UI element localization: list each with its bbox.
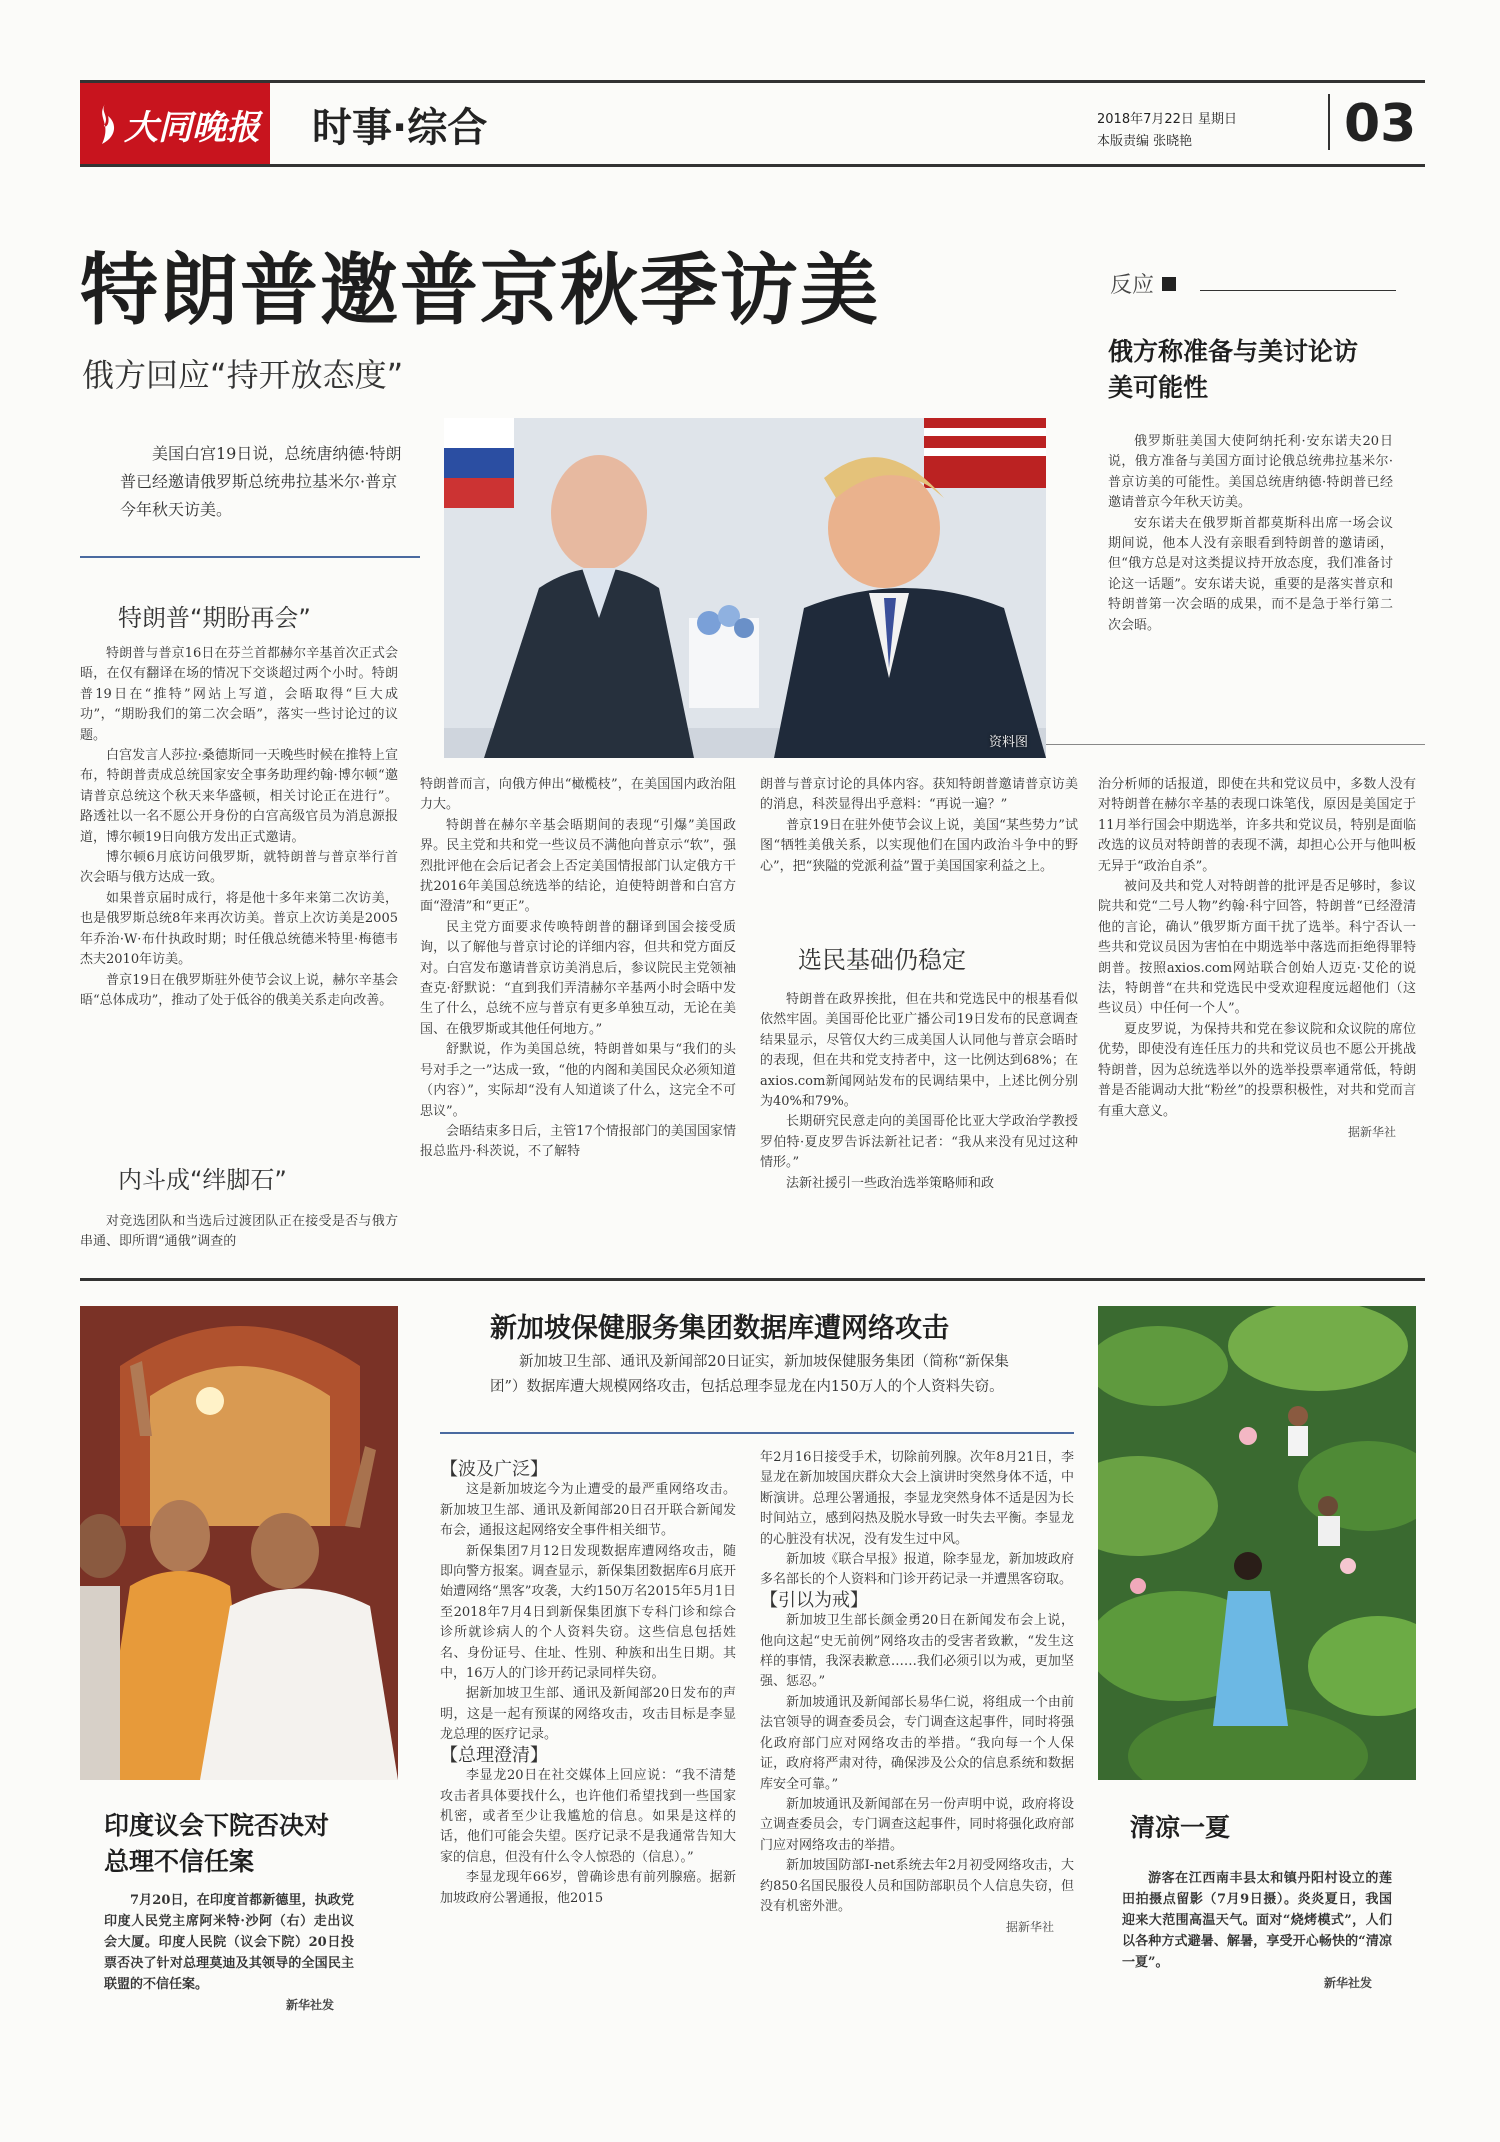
sidebar-rule [1200,290,1396,291]
india-body [104,1890,354,2016]
lead-col3-para: 朗普与普京讨论的具体内容。获知特朗普邀请普京访美的消息，科茨显得出乎意料：“再说一遍？” [760,777,1078,813]
lead-col4-para: 被问及共和党人对特朗普的批评是否足够时，参议院共和党“二号人物”约翰·科宁回答，特朗普“已经澄清他的言论，确认”俄罗斯方面干扰了选举。科宁否认一些共和党议员因为害怕在中期选举中落选而拒绝得罪特朗普。按照axios.com网站联合创始人迈克·艾伦的说法，特朗普“在共和党选民中受欢迎程度远超他们（这些议员）中任何一个人”。 [1098,879,1416,1017]
section-name: 时事·综合 [312,105,488,151]
lead-col3-tail-para: 法新社援引一些政治选举策略师和政 [786,1175,995,1191]
india-photo [80,1306,398,1780]
lead-col-3-tail [760,990,1078,1194]
lead-col4-para: 治分析师的话报道，即使在共和党议员中，多数人没有对特朗普在赫尔辛基的表现口诛笔伐，原因是美国定于11月举行国会中期选举，许多共和党议员，特别是面临改选的议员对特朗普的表现不满，却担心公开与他叫板无异于“政治自杀”。 [1098,777,1416,874]
section-title-pm-clarifies: 【总理澄清】 [440,1744,548,1766]
lead-col1-para: 普京19日在俄罗斯驻外使节会议上说，赫尔辛基会晤“总体成功”，推动了处于低谷的俄美关系走向改善。 [80,972,398,1008]
masthead-divider [1328,94,1330,150]
section-title-voter-base: 选民基础仍稳定 [798,946,966,974]
lead-credit: 据新华社 [1347,1124,1396,1139]
singapore-col2-tail-para: 新加坡通讯及新闻部长易华仁说，将组成一个由前法官领导的调查委员会，专门调查这起事件，同时将强化政府部门应对网络攻击的举措。“我向每一个人保证，政府将严肃对待，确保涉及公众的信息系统和数据库安全可靠。” [760,1694,1074,1792]
sidebar-body [1108,432,1393,636]
lead-col-3 [760,775,1078,877]
square-icon [1162,277,1176,291]
singapore-col2-para: 年2月16日接受手术，切除前列腺。次年8月21日，李显龙在新加坡国庆群众大会上演讲时突然身体不适，中断演讲。总理公署通报，李显龙突然身体不适是因为长时间站立，感到闷热及脱水导致一时失去平衡。李显龙的心脏没有状况，没有发生过中风。 [760,1450,1074,1547]
lead-subhead: 俄方回应“持开放态度” [82,356,404,394]
page-editor: 本版责编 张晓艳 [1097,134,1193,149]
sidebar-bottom-rule [1046,744,1425,745]
lead-col-1-tail [80,1212,398,1253]
summer-caption: 游客在江西南丰县太和镇丹阳村设立的莲田拍摄点留影（7月9日摄）。炎炎夏日，我国迎来大范围高温天气。面对“烧烤模式”，人们以各种方式避暑、解暑，享受开心畅快的“清凉一夏”。 [1122,1871,1392,1970]
section-title-lessons: 【引以为戒】 [760,1589,868,1611]
page-number: 03 [1344,94,1417,154]
singapore-intro: 新加坡卫生部、通讯及新闻部20日证实，新加坡保健服务集团（简称“新保集团”）数据库遭大规模网络攻击，包括总理李显龙在内150万人的个人资料失窃。 [490,1354,1009,1395]
singapore-col-1 [440,1460,736,1909]
singapore-headline: 新加坡保健服务集团数据库遭网络攻击 [490,1313,949,1344]
singapore-col1-para: 据新加坡卫生部、通讯及新闻部20日发布的声明，这是一起有预谋的网络攻击，攻击目标是李显龙总理的医疗记录。 [440,1686,736,1743]
singapore-col1-tail-para: 李显龙现年66岁，曾确诊患有前列腺癌。据新加坡政府公署通报，他2015 [440,1870,736,1906]
lead-col1-tail-para: 对竞选团队和当选后过渡团队正在接受是否与俄方串通、即所谓“通俄”调查的 [80,1214,398,1250]
summer-credit: 新华社发 [1323,1976,1372,1990]
lead-col1-para: 如果普京届时成行，将是他十多年来第二次访美，也是俄罗斯总统8年来再次访美。普京上次访美是2005年乔治·W·布什执政时期；时任俄总统德米特里·梅德韦杰夫2010年访美。 [80,890,398,968]
lead-photo [444,418,1046,758]
lead-col1-para: 白宫发言人莎拉·桑德斯同一天晚些时候在推特上宣布，特朗普责成总统国家安全事务助理约翰·博尔顿“邀请普京总统这个秋天来华盛顿，相关讨论正在进行”。路透社以一名不愿公开身份的白宫高级官员为消息源报道，博尔顿19日向俄方发出正式邀请。 [80,748,398,845]
flame-icon [90,102,120,146]
issue-date: 2018年7月22日 星期日 [1097,112,1238,127]
lead-col2-para: 舒默说，作为美国总统，特朗普如果与“我们的头号对手之一”达成一致，“他的内阁和美国民众必须知道（内容）”，实际却“没有人知道谈了什么，这完全不可思议”。 [420,1042,736,1119]
lead-col1-para: 博尔顿6月底访问俄罗斯，就特朗普与普京举行首次会晤与俄方达成一致。 [80,850,398,886]
masthead [80,80,1425,168]
logo-text: 大同晚报 [124,107,260,148]
summer-photo [1098,1306,1416,1780]
logo [80,83,270,165]
sidebar-label-text: 反应 [1110,273,1155,298]
lead-col1-para: 特朗普与普京16日在芬兰首都赫尔辛基首次正式会晤，在仅有翻译在场的情况下交谈超过两个小时。特朗普19日在“推特”网站上写道，会晤取得“巨大成功”，“期盼我们的第二次会晤”，落实一些讨论过的议题。 [80,646,398,743]
india-headline: 印度议会下院否决对总理不信任案 [104,1811,330,1876]
lead-col-1 [80,644,398,1011]
sidebar-title: 俄方称准备与美讨论访美可能性 [1108,337,1359,402]
lead-col2-para: 特朗普而言，向俄方伸出“橄榄枝”，在美国国内政治阻力大。 [420,777,736,813]
lead-col4-para: 夏皮罗说，为保持共和党在参议院和众议院的席位优势，即使没有连任压力的共和党议员也不愿公开挑战特朗普，因为总统选举以外的选举投票率通常低，特朗普是否能调动大批“粉丝”的投票积极性，对共和党而言有重大意义。 [1098,1021,1416,1119]
lead-col-2 [420,775,736,1163]
sidebar-para: 安东诺夫在俄罗斯首都莫斯科出席一场会议期间说，他本人没有亲眼看到特朗普的邀请函，但“俄方总是对这类提议持开放态度，我们准备讨论这一话题”。安东诺夫说，重要的是落实普京和特朗普第一次会晤的成果，而不是急于举行第二次会晤。 [1108,515,1393,633]
lead-photo-credit: 资料图 [988,735,1028,750]
section-title-infighting: 内斗成“绊脚石” [118,1166,287,1194]
india-caption: 7月20日，在印度首都新德里，执政党印度人民党主席阿米特·沙阿（右）走出议会大厦。印度人民院（议会下院）20日投票否决了针对总理莫迪及其领导的全国民主联盟的不信任案。 [104,1893,354,1992]
masthead-bottom-rule [80,164,1425,167]
summer-headline: 清凉一夏 [1130,1813,1231,1842]
lead-col-4 [1098,775,1416,1142]
section-title-wide-impact: 【波及广泛】 [440,1459,548,1480]
singapore-col1-para: 这是新加坡迄今为止遭受的最严重网络攻击。新加坡卫生部、通讯及新闻部20日召开联合新闻发布会，通报这起网络安全事件相关细节。 [440,1482,736,1539]
singapore-col1-para: 新保集团7月12日发现数据库遭网络攻击，随即向警方报案。调查显示，新保集团数据库6月底开始遭网络“黑客”攻袭，大约150万名2015年5月1日至2018年7月4日到新保集团旗下专科门诊和综合诊所就诊病人的个人资料失窃。这些信息包括姓名、身份证号、住址、性别、种族和出生日期。其中，16万人的门诊开药记录同样失窃。 [440,1543,736,1682]
intro-rule [80,556,420,558]
lead-headline: 特朗普邀普京秋季访美 [80,245,881,336]
lead-col3-tail-para: 长期研究民意走向的美国哥伦比亚大学政治学教授罗伯特·夏皮罗告诉法新社记者：“我从来没有见过这种情形。” [760,1114,1078,1171]
singapore-col2-tail-para: 新加坡卫生部长颜金勇20日在新闻发布会上说，他向这起“史无前例”网络攻击的受害者致歉，“发生这样的事情，我深表歉意……我们必须引以为戒，更加坚强、惩忍。” [760,1613,1074,1690]
masthead-top-rule [80,80,1425,83]
sidebar-label [1110,268,1176,299]
section-title-meet-again: 特朗普“期盼再会” [118,604,311,632]
singapore-col-2 [760,1448,1074,1938]
lead-col3-tail-para: 特朗普在政界挨批，但在共和党选民中的根基看似依然牢固。美国哥伦比亚广播公司19日发布的民意调查结果显示，尽管仅大约三成美国人认同他与普京会晤时的表现，但在共和党支持者中，这一比例达到68%；在axios.com新闻网站发布的民调结果中，上述比例分别为40%和79%。 [760,992,1078,1110]
sidebar-para: 俄罗斯驻美国大使阿纳托利·安东诺夫20日说，俄方准备与美国方面讨论俄总统弗拉基米尔·普京访美的可能性。美国总统唐纳德·特朗普已经邀请普京今年秋天访美。 [1108,434,1393,511]
singapore-col2-tail-para: 新加坡国防部I-net系统去年2月初受网络攻击，大约850名国民服役人员和国防部职员个人信息失窃，但没有机密外泄。 [760,1858,1074,1914]
lead-col2-para: 会晤结束多日后，主管17个情报部门的美国国家情报总监丹·科茨说，不了解特 [420,1123,736,1160]
bottom-section-rule [80,1278,1425,1281]
singapore-col2-para: 新加坡《联合早报》报道，除李显龙，新加坡政府多名部长的个人资料和门诊开药记录一并遭黑客窃取。 [760,1552,1074,1588]
singapore-credit: 据新华社 [1005,1920,1054,1935]
summer-body [1122,1868,1392,1994]
lead-intro: 美国白宫19日说，总统唐纳德·特朗普已经邀请俄罗斯总统弗拉基米尔·普京今年秋天访美。 [120,444,402,519]
lead-col2-para: 特朗普在赫尔辛基会晤期间的表现“引爆”美国政界。民主党和共和党一些议员不满他向普京示“软”，强烈批评他在会后记者会上否定美国情报部门认定俄方干扰2016年美国总统选举的结论，迫使特朗普和白宫方面“澄清”和“更正”。 [420,817,736,915]
singapore-col1-tail-para: 李显龙20日在社交媒体上回应说：“我不清楚攻击者具体要找什么，也许他们希望找到一些国家机密，或者至少让我尴尬的信息。如果是这样的话，他们可能会失望。医疗记录不是我通常告知大家的信息，但没有什么令人惊恐的（信息）。” [440,1768,736,1865]
lead-col2-para: 民主党方面要求传唤特朗普的翻译到国会接受质询，以了解他与普京讨论的详细内容，但共和党方面反对。白宫发布邀请普京访美消息后，参议院民主党领袖查克·舒默说：“直到我们弄清赫尔辛基两小时会晤中发生了什么，总统不应与普京有更多单独互动，无论在美国、在俄罗斯或其他任何地方。” [420,919,736,1037]
singapore-col2-tail-para: 新加坡通讯及新闻部在另一份声明中说，政府将设立调查委员会，专门调查这起事件，同时将强化政府部门应对网络攻击的举措。 [760,1796,1074,1853]
lead-col3-para: 普京19日在驻外使节会议上说，美国“某些势力”试图“牺牲美俄关系，以实现他们在国内政治斗争中的野心”，把“狭隘的党派利益”置于美国国家利益之上。 [760,817,1078,874]
singapore-intro-rule [440,1432,1074,1434]
india-credit: 新华社发 [285,1998,334,2012]
